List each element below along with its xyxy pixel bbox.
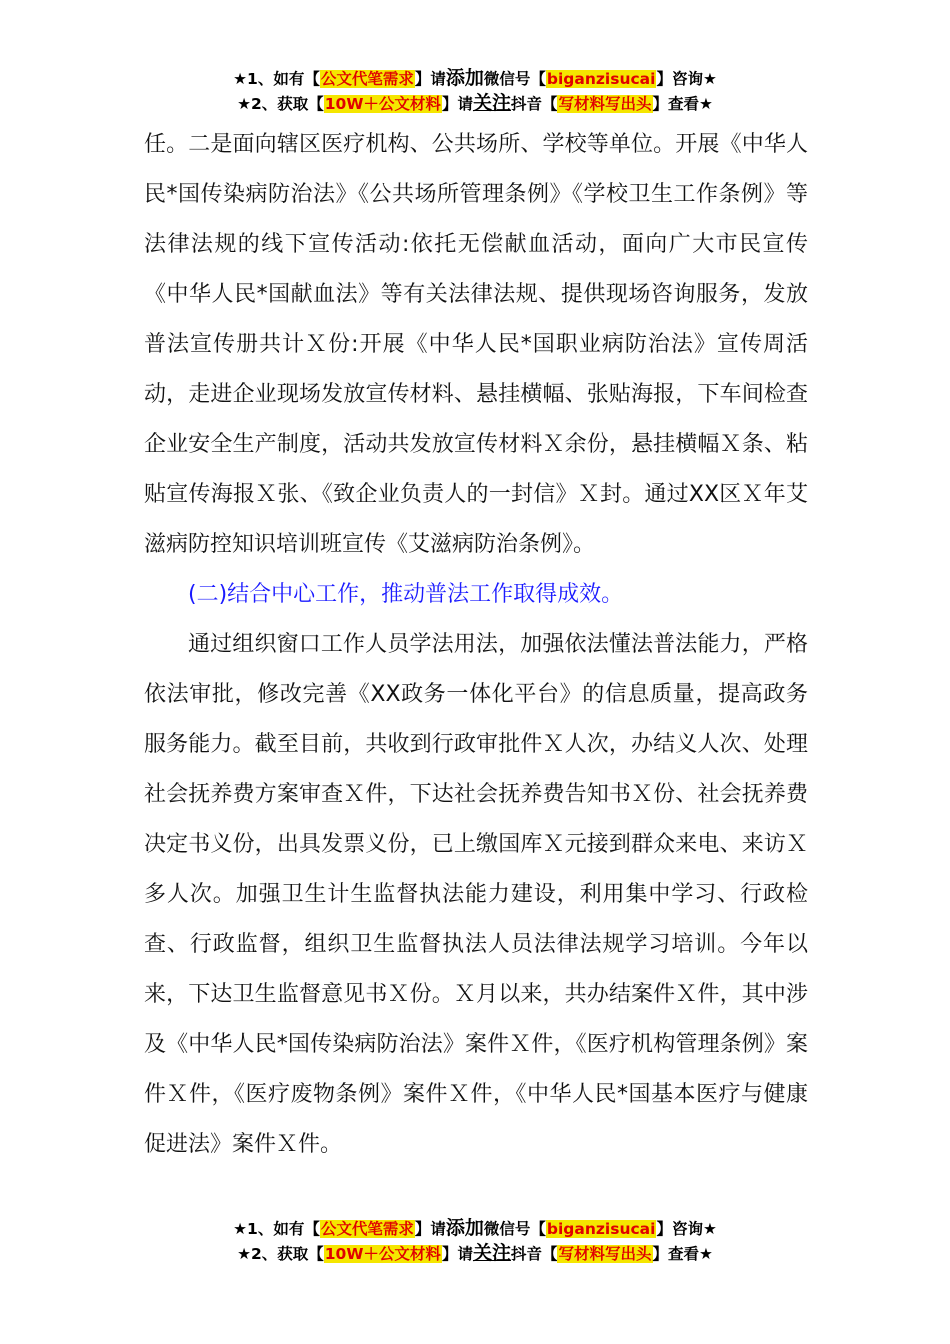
highlight-text: 公文代笔需求	[320, 70, 414, 88]
banner-text: 微信号【	[483, 70, 546, 88]
emphasis-text: 关注	[472, 1242, 511, 1264]
wechat-id: biganzisucai	[546, 70, 656, 88]
section-heading-2: (二)结合中心工作，推动普法工作取得成效。	[188, 582, 624, 607]
banner-text: 】请	[441, 1245, 473, 1263]
banner-text: 抖音【	[510, 95, 558, 113]
emphasis-text: 添加	[445, 1217, 484, 1239]
top-banner	[0, 66, 950, 116]
paragraph-1: 任。二是面向辖区医疗机构、公共场所、学校等单位。开展《中华人民*国传染病防治法》《公共场所管理条例》《学校卫生工作条例》等法律法规的线下宣传活动:依托无偿献血活动，面向广大市民宣传《中华人民*国献血法》等有关法律法规、提供现场咨询服务，发放普法宣传册共计Ｘ份:开展《中华人民*国职业病防治法》宣传周活动，走进企业现场发放宣传材料、悬挂横幅、张贴海报，下车间检查企业安全生产制度，活动共发放宣传材料Ｘ余份，悬挂横幅Ｘ条、粘贴宣传海报Ｘ张、《致企业负责人的一封信》Ｘ封。通过XX区Ｘ年艾滋病防控知识培训班宣传《艾滋病防治条例》。	[144, 132, 808, 557]
banner-line-2	[0, 91, 950, 116]
banner-line-1	[0, 1216, 950, 1241]
douyin-id: 写材料写出头	[558, 1245, 652, 1263]
banner-line-1	[0, 66, 950, 91]
banner-text: ★2、获取【	[237, 1245, 324, 1263]
banner-text: 】请	[414, 1220, 446, 1238]
emphasis-text: 添加	[445, 67, 484, 89]
highlight-text: 公文代笔需求	[320, 1220, 414, 1238]
banner-line-2	[0, 1241, 950, 1266]
banner-text: 微信号【	[483, 1220, 546, 1238]
banner-text: 】查看★	[652, 95, 713, 113]
paragraph-2: 通过组织窗口工作人员学法用法，加强依法懂法普法能力，严格依法审批，修改完善《XX政务一体化平台》的信息质量，提高政务服务能力。截至目前，共收到行政审批件Ｘ人次，办结义人次、处理社会抚养费方案审查Ｘ件，下达社会抚养费告知书Ｘ份、社会抚养费决定书义份，出具发票义份，已上缴国库Ｘ元接到群众来电、来访Ｘ多人次。加强卫生计生监督执法能力建设，利用集中学习、行政检查、行政监督，组织卫生监督执法人员法律法规学习培训。今年以来，下达卫生监督意见书Ｘ份。Ｘ月以来，共办结案件Ｘ件，其中涉及《中华人民*国传染病防治法》案件Ｘ件，《医疗机构管理条例》案件Ｘ件，《医疗废物条例》案件Ｘ件，《中华人民*国基本医疗与健康促进法》案件Ｘ件。	[144, 632, 808, 1157]
emphasis-text: 关注	[472, 92, 511, 114]
wechat-id: biganzisucai	[546, 1220, 656, 1238]
banner-text: 】请	[441, 95, 473, 113]
highlight-text: 10W＋公文材料	[324, 95, 441, 113]
banner-text: 】咨询★	[656, 70, 717, 88]
banner-text: ★2、获取【	[237, 95, 324, 113]
banner-text: 】查看★	[652, 1245, 713, 1263]
highlight-text: 10W＋公文材料	[324, 1245, 441, 1263]
document-body	[144, 120, 808, 1170]
banner-text: 抖音【	[510, 1245, 558, 1263]
bottom-banner	[0, 1216, 950, 1266]
banner-text: ★1、如有【	[233, 70, 320, 88]
banner-text: ★1、如有【	[233, 1220, 320, 1238]
douyin-id: 写材料写出头	[558, 95, 652, 113]
banner-text: 】请	[414, 70, 446, 88]
banner-text: 】咨询★	[656, 1220, 717, 1238]
